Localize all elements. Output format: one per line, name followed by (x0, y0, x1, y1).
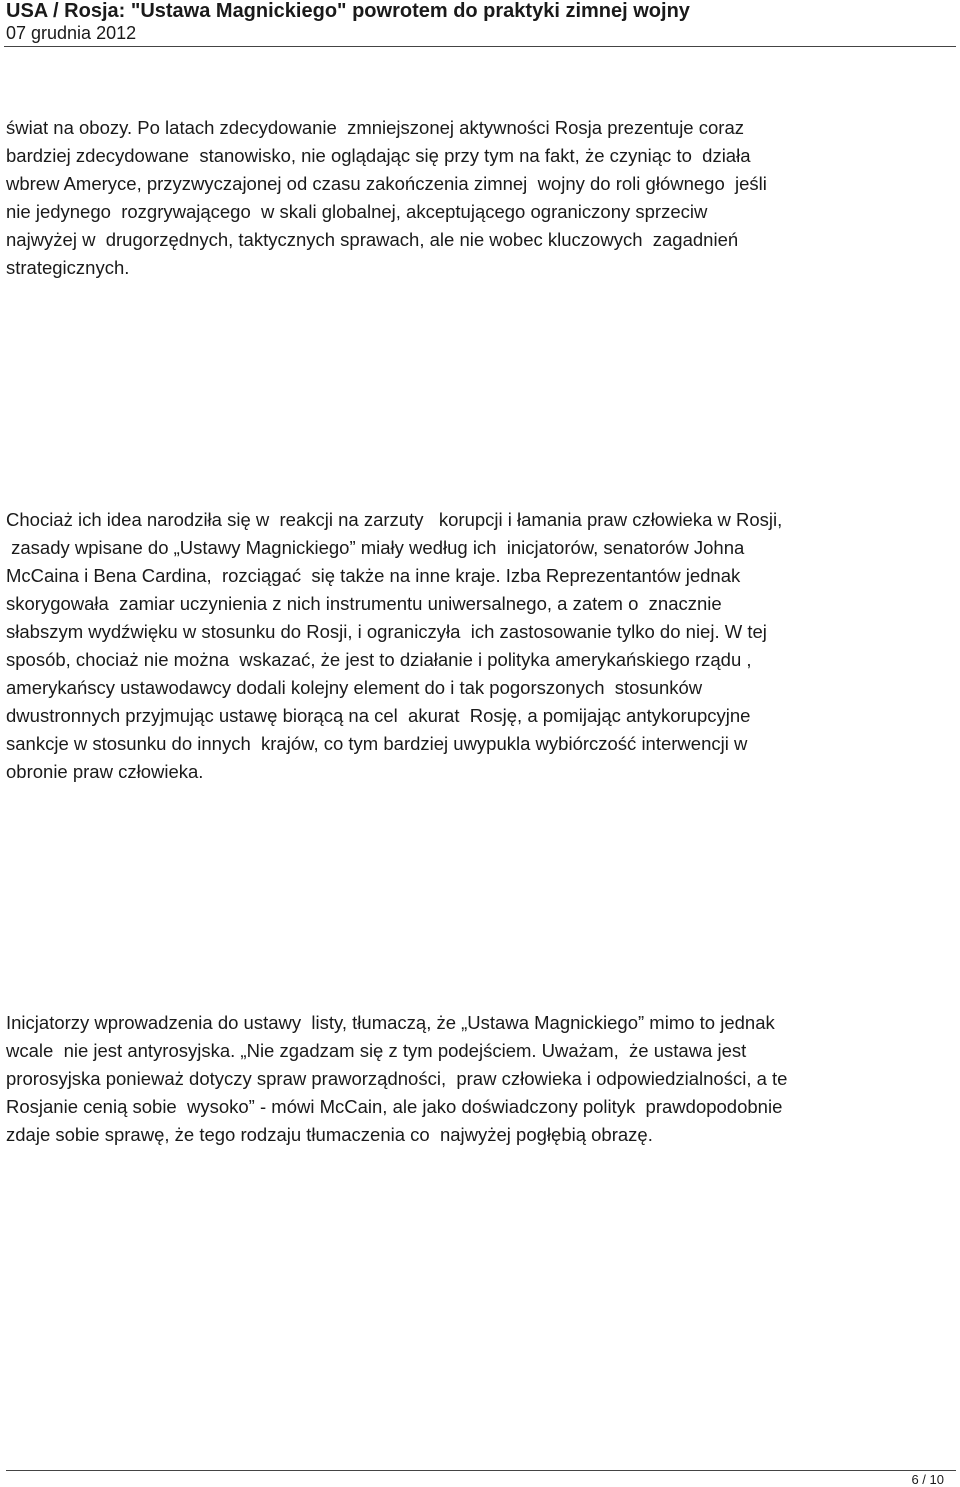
header-divider (4, 46, 956, 47)
body-paragraph-2: Chociaż ich idea narodziła się w reakcji na zarzuty korupcji i łamania praw człowieka w Rosji, zasady wpisane do „Ustawy Magnickiego” miały według ich inicjatorów, senatorów Johna McCaina i Bena Cardina, rozciągać się także na inne kraje. Izba Reprezentantów jednak skorygowała zamiar uczynienia z nich instrumentu uniwersalnego, a zatem o znacznie słabszym wydźwięku w stosunku do Rosji, i ograniczyła ich zastosowanie tylko do niej. W tej sposób, chociaż nie można wskazać, że jest to działanie i polityka amerykańskiego rządu , amerykańscy ustawodawcy dodali kolejny element do i tak pogorszonych stosunków dwustronnych przyjmując ustawę biorącą na cel akurat Rosję, a pomijając antykorupcyjne sankcje w stosunku do innych krajów, co tym bardziej uwypukla wybiórczość interwencji w obronie praw człowieka. (6, 509, 783, 782)
body-paragraph-1: świat na obozy. Po latach zdecydowanie zmniejszonej aktywności Rosja prezentuje coraz bardziej zdecydowane stanowisko, nie oglądając się przy tym na fakt, że czyniąc to działa wbrew Ameryce, przyzwyczajonej od czasu zakończenia zimnej wojny do roli głównego jeśli nie jedynego rozgrywającego w skali globalnej, akceptującego ograniczony sprzeciw najwyżej w drugorzędnych, taktycznych sprawach, ale nie wobec kluczowych zagadnień strategicznych. (6, 117, 767, 278)
document-date: 07 grudnia 2012 (6, 23, 137, 43)
document-title: USA / Rosja: "Ustawa Magnickiego" powrotem do praktyki zimnej wojny (6, 0, 690, 22)
page-header (6, 0, 954, 44)
footer-divider (6, 1470, 956, 1471)
body-paragraph-3: Inicjatorzy wprowadzenia do ustawy listy, tłumaczą, że „Ustawa Magnickiego” mimo to jednak wcale nie jest antyrosyjska. „Nie zgadzam się z tym podejściem. Uważam, że ustawa jest prorosyjska ponieważ dotyczy spraw praworządności, praw człowieka i odpowiedzialności, a te Rosjanie cenią sobie wysoko” - mówi McCain, ale jako doświadczony polityk prawdopodobnie zdaje sobie sprawę, że tego rodzaju tłumaczenia co najwyżej pogłębią obrazę. (6, 1012, 788, 1145)
page-number: 6 / 10 (911, 1472, 944, 1487)
